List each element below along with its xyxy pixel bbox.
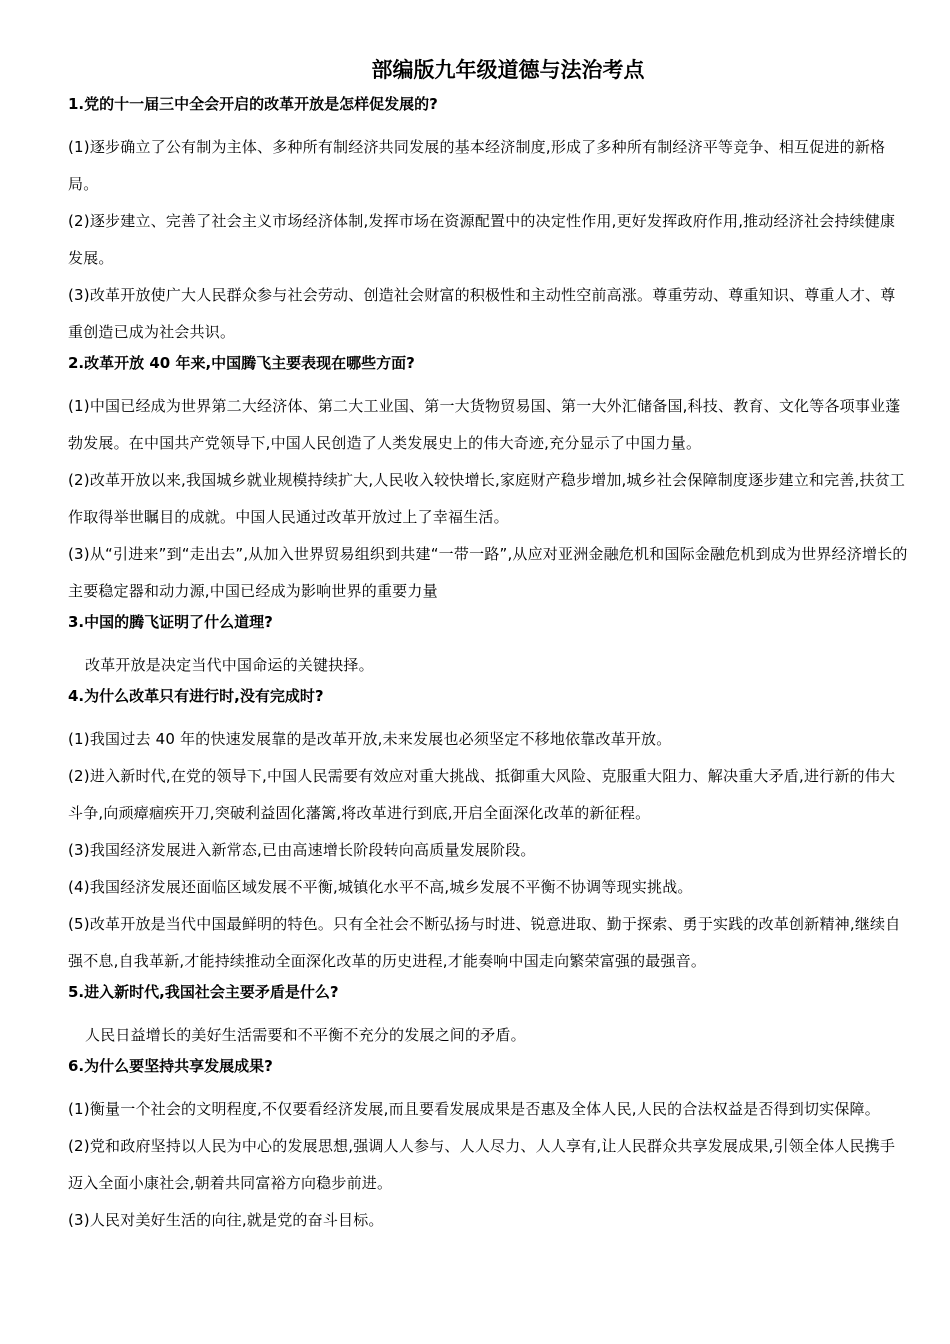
section-4 [68, 684, 908, 980]
section-5 [68, 980, 908, 1054]
question-heading: 4.为什么改革只有进行时,没有完成时? [68, 687, 324, 705]
question-heading: 1.党的十一届三中全会开启的改革开放是怎样促发展的? [68, 95, 438, 113]
answer-paragraph: (3)我国经济发展进入新常态,已由高速增长阶段转向高质量发展阶段。 [68, 841, 536, 859]
answer-paragraph: 人民日益增长的美好生活需要和不平衡不充分的发展之间的矛盾。 [85, 1026, 526, 1044]
document-page [68, 54, 908, 1239]
answer-paragraph: 改革开放是决定当代中国命运的关键抉择。 [85, 656, 374, 674]
answer-paragraph: (2)进入新时代,在党的领导下,中国人民需要有效应对重大挑战、抵御重大风险、克服重大阻力、解决重大矛盾,进行新的伟大斗争,向顽瘴痼疾开刀,突破利益固化藩篱,将改革进行到底,开启全面深化改革的新征程。 [68, 767, 896, 822]
answer-paragraph: (3)改革开放使广大人民群众参与社会劳动、创造社会财富的积极性和主动性空前高涨。尊重劳动、尊重知识、尊重人才、尊重创造已成为社会共识。 [68, 286, 896, 341]
question-heading: 2.改革开放 40 年来,中国腾飞主要表现在哪些方面? [68, 354, 415, 372]
answer-paragraph: (2)逐步建立、完善了社会主义市场经济体制,发挥市场在资源配置中的决定性作用,更好发挥政府作用,推动经济社会持续健康发展。 [68, 212, 896, 267]
answer-paragraph: (1)我国过去 40 年的快速发展靠的是改革开放,未来发展也必须坚定不移地依靠改革开放。 [68, 730, 672, 748]
answer-paragraph: (1)衡量一个社会的文明程度,不仅要看经济发展,而且要看发展成果是否惠及全体人民,人民的合法权益是否得到切实保障。 [68, 1100, 880, 1118]
section-3 [68, 610, 908, 684]
answer-paragraph: (1)中国已经成为世界第二大经济体、第二大工业国、第一大货物贸易国、第一大外汇储备国,科技、教育、文化等各项事业蓬勃发展。在中国共产党领导下,中国人民创造了人类发展史上的伟大奇迹,充分显示了中国力量。 [68, 397, 901, 452]
question-heading: 5.进入新时代,我国社会主要矛盾是什么? [68, 983, 339, 1001]
answer-paragraph: (3)从“引进来”到“走出去”,从加入世界贸易组织到共建“一带一路”,从应对亚洲金融危机和国际金融危机到成为世界经济增长的主要稳定器和动力源,中国已经成为影响世界的重要力量 [68, 545, 908, 600]
document-title: 部编版九年级道德与法治考点 [371, 58, 645, 82]
answer-paragraph: (3)人民对美好生活的向往,就是党的奋斗目标。 [68, 1211, 384, 1229]
answer-paragraph: (2)党和政府坚持以人民为中心的发展思想,强调人人参与、人人尽力、人人享有,让人民群众共享发展成果,引领全体人民携手迈入全面小康社会,朝着共同富裕方向稳步前进。 [68, 1137, 896, 1192]
answer-paragraph: (1)逐步确立了公有制为主体、多种所有制经济共同发展的基本经济制度,形成了多种所有制经济平等竞争、相互促进的新格局。 [68, 138, 886, 193]
question-heading: 6.为什么要坚持共享发展成果? [68, 1057, 273, 1075]
section-1 [68, 92, 908, 351]
section-6 [68, 1054, 908, 1239]
answer-paragraph: (4)我国经济发展还面临区域发展不平衡,城镇化水平不高,城乡发展不平衡不协调等现实挑战。 [68, 878, 693, 896]
answer-paragraph: (5)改革开放是当代中国最鲜明的特色。只有全社会不断弘扬与时进、锐意进取、勤于探索、勇于实践的改革创新精神,继续自强不息,自我革新,才能持续推动全面深化改革的历史进程,才能奏响中国走向繁荣富强的最强音。 [68, 915, 901, 970]
question-heading: 3.中国的腾飞证明了什么道理? [68, 613, 273, 631]
answer-paragraph: (2)改革开放以来,我国城乡就业规模持续扩大,人民收入较快增长,家庭财产稳步增加,城乡社会保障制度逐步建立和完善,扶贫工作取得举世瞩目的成就。中国人民通过改革开放过上了幸福生活。 [68, 471, 906, 526]
section-2 [68, 351, 908, 610]
